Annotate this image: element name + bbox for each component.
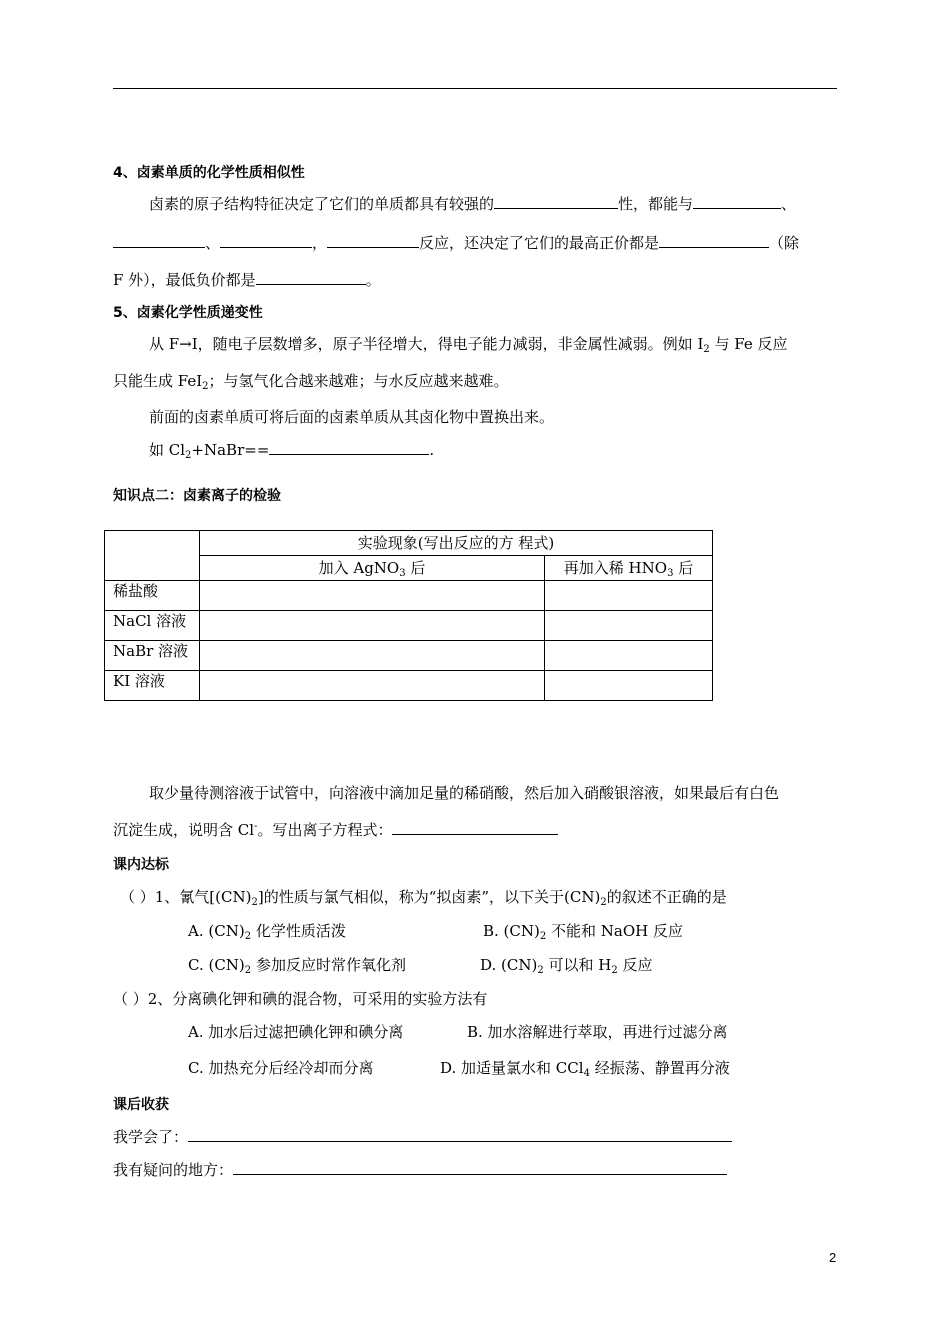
- blank[interactable]: [327, 233, 419, 248]
- question-1: （ ）1、氰气$[(CN)_2]$的性质与氯气相似，称为“拟卤素”，以下关于$(CN)_2$的叙述不正确的是: [120, 888, 727, 908]
- blank[interactable]: [494, 194, 618, 209]
- table-corner-cell: [105, 531, 200, 581]
- q2-option-a[interactable]: A. 加水后过滤把碘化钾和碘分离: [188, 1023, 404, 1041]
- blank[interactable]: [269, 440, 429, 455]
- table-cell[interactable]: [200, 611, 545, 641]
- blank[interactable]: [256, 270, 366, 285]
- table-row-label: KI 溶液: [105, 671, 200, 701]
- after-class-heading: 课后收获: [113, 1097, 169, 1113]
- sec4-line1: 卤素的原子结构特征决定了它们的单质都具有较强的 性，都能与 、: [149, 195, 797, 213]
- table-cell[interactable]: [545, 581, 713, 611]
- table-row-label: 稀盐酸: [105, 581, 200, 611]
- table-cell[interactable]: [200, 581, 545, 611]
- sec4-line2: 、 ， 反应，还决定了它们的最高正价都是 （除: [113, 233, 799, 252]
- q1-option-c[interactable]: C. $(CN)_2$ 参加反应时常作氧化剂: [188, 956, 406, 976]
- ion-test-p1: 取少量待测溶液于试管中，向溶液中滴加足量的稀硝酸，然后加入硝酸银溶液，如果最后有白色: [149, 784, 780, 802]
- sec5-p3: 前面的卤素单质可将后面的卤素单质从其卤化物中置换出来。: [149, 408, 555, 426]
- sec4-line3: F 外），最低负价都是 。: [113, 271, 381, 289]
- learned-line: 我学会了：: [113, 1127, 732, 1146]
- table-row: [105, 641, 713, 671]
- q2-option-d[interactable]: D. 加适量氯水和 CCl$_4$ 经振荡、静置再分液: [440, 1059, 730, 1079]
- q1-option-b[interactable]: B. $(CN)_2$ 不能和 NaOH 反应: [483, 922, 684, 942]
- table-cell[interactable]: [545, 671, 713, 701]
- table-cell[interactable]: [200, 641, 545, 671]
- blank[interactable]: [693, 194, 781, 209]
- table-row-label: NaCl 溶液: [105, 611, 200, 641]
- ion-test-p2: 沉淀生成，说明含 Cl-。写出离子方程式：: [113, 820, 558, 839]
- blank[interactable]: [659, 233, 769, 248]
- blank[interactable]: [392, 820, 558, 835]
- q1-option-d[interactable]: D. $(CN)_2$ 可以和 $H_2$ 反应: [480, 956, 653, 976]
- table-header-col2: 再加入稀 $HNO_3$ 后: [545, 556, 713, 581]
- sec5-p2: 只能生成 FeI$_2$；与氢气化合越来越难；与水反应越来越难。: [113, 372, 509, 392]
- section-4-heading: 4、卤素单质的化学性质相似性: [113, 165, 305, 181]
- table-row: [105, 671, 713, 701]
- sec5-p1: 从 F→I，随电子层数增多，原子半径增大，得电子能力减弱，非金属性减弱。例如 $I_2$ 与 Fe 反应: [149, 335, 788, 355]
- blank[interactable]: [113, 233, 205, 248]
- table-cell[interactable]: [545, 611, 713, 641]
- q1-option-a[interactable]: A. $(CN)_2$ 化学性质活泼: [188, 922, 346, 942]
- ion-test-table: [104, 530, 713, 701]
- q2-option-b[interactable]: B. 加水溶解进行萃取，再进行过滤分离: [467, 1023, 728, 1041]
- table-header-main: 实验现象(写出反应的方 程式): [200, 531, 713, 556]
- header-rule: [113, 88, 837, 89]
- table-row: [105, 581, 713, 611]
- section-5-heading: 5、卤素化学性质递变性: [113, 305, 263, 321]
- page-number: 2: [829, 1250, 837, 1265]
- table-row: [105, 611, 713, 641]
- sec5-p4: 如 $Cl_2+NaBr==$ .: [149, 441, 435, 461]
- questions-line: 我有疑问的地方：: [113, 1160, 727, 1179]
- knowledge-point-2-heading: 知识点二：卤素离子的检验: [113, 488, 281, 504]
- in-class-heading: 课内达标: [113, 857, 169, 873]
- table-cell[interactable]: [545, 641, 713, 671]
- q2-option-c[interactable]: C. 加热充分后经冷却而分离: [188, 1059, 374, 1077]
- table-header-col1: 加入 AgNO$_3$ 后: [200, 556, 545, 581]
- table-cell[interactable]: [200, 671, 545, 701]
- questions-input[interactable]: [233, 1160, 727, 1175]
- table-row-label: NaBr 溶液: [105, 641, 200, 671]
- learned-input[interactable]: [188, 1127, 732, 1142]
- blank[interactable]: [220, 233, 312, 248]
- question-2: （ ）2、分离碘化钾和碘的混合物，可采用的实验方法有: [113, 990, 488, 1008]
